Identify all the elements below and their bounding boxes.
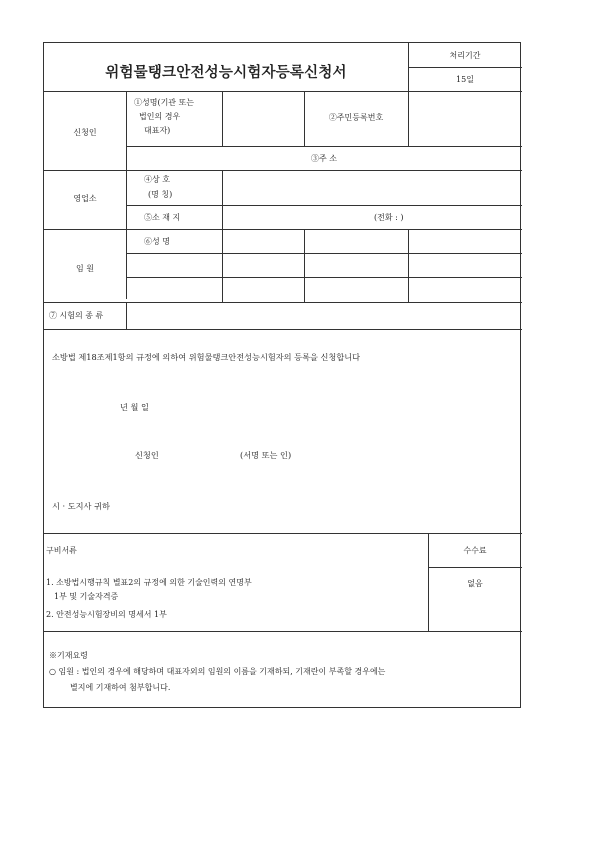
location-label: ⑤소 재 지 <box>144 213 181 222</box>
declaration-bottom-rule <box>44 533 522 534</box>
name-label-line3: 대표자) <box>144 126 171 135</box>
name-label-line2: 법인의 경우 <box>139 112 181 121</box>
trade-name-label-line2: (명 칭) <box>148 190 173 199</box>
form-title: 위험물탱크안전성능시험자등록신청서 <box>105 65 347 81</box>
docs-bottom-rule <box>44 631 522 632</box>
test-type-bottom-rule <box>44 329 522 330</box>
date-line: 년 월 일 <box>120 402 149 412</box>
required-doc-2: 2. 안전성능시험장비의 명세서 1부 <box>46 610 167 619</box>
required-doc-1-line2: 1부 및 기술자격증 <box>54 592 119 601</box>
resident-number-label: ②주민등록번호 <box>328 113 384 122</box>
phone-label: (전화 : ) <box>374 213 404 222</box>
office-value-rule <box>222 170 223 229</box>
office-bottom-rule <box>44 229 522 230</box>
signature-hint: (서명 또는 인) <box>240 450 292 460</box>
fee-value: 없음 <box>467 579 483 588</box>
officer-col3-rule <box>304 229 305 302</box>
test-type-label: ⑦ 시험의 종 류 <box>49 311 104 320</box>
fee-divider <box>428 567 522 568</box>
location-top-rule <box>126 205 522 206</box>
address-top-rule <box>126 146 522 147</box>
fee-label: 수수료 <box>463 546 487 555</box>
applicant-section-label: 신청인 <box>73 128 97 137</box>
office-section-label: 영업소 <box>73 194 97 203</box>
note-line-2: 별지에 기재하여 첨부합니다. <box>70 683 171 692</box>
signer-label: 신청인 <box>135 450 159 460</box>
header-bottom-rule <box>44 91 522 92</box>
applicant-bottom-rule <box>44 170 522 171</box>
processing-divider <box>408 67 522 68</box>
address-label: ③주 소 <box>311 154 337 163</box>
officer-row2-rule <box>126 277 522 278</box>
test-type-value-rule <box>126 302 127 329</box>
application-form <box>43 42 521 708</box>
resident-value-rule <box>408 91 409 146</box>
addressee: 시 · 도지사 귀하 <box>52 501 110 511</box>
name-label-line1: ①성명(기관 또는 <box>134 98 195 107</box>
processing-period-label: 처리기간 <box>449 51 481 60</box>
officer-col4-rule <box>408 229 409 302</box>
officer-name-label: ⑥성 명 <box>144 237 170 246</box>
section-label-column-rule <box>126 91 127 299</box>
declaration-text: 소방법 제18조제1항의 규정에 의하여 위험물탱크안전성능시험자의 등록을 신청합니다 <box>52 352 361 362</box>
officer-col2-rule <box>222 229 223 302</box>
required-doc-1-line1: 1. 소방법시행규칙 별표2의 규정에 의한 기술인력의 연명부 <box>46 578 252 587</box>
officer-row1-rule <box>126 253 522 254</box>
processing-period-value: 15일 <box>456 75 474 84</box>
officers-section-label: 임 원 <box>76 264 94 273</box>
required-docs-header: 구비서류 <box>46 546 77 555</box>
officers-bottom-rule <box>44 302 522 303</box>
note-line-1: ○ 임원 : 법인의 경우에 해당하며 대표자외의 임원의 이름을 기재하되, 기재란이 부족할 경우에는 <box>49 667 386 676</box>
trade-name-label-line1: ④상 호 <box>144 175 170 184</box>
notes-header: ※기재요령 <box>49 651 88 660</box>
name-value-rule <box>222 91 223 146</box>
